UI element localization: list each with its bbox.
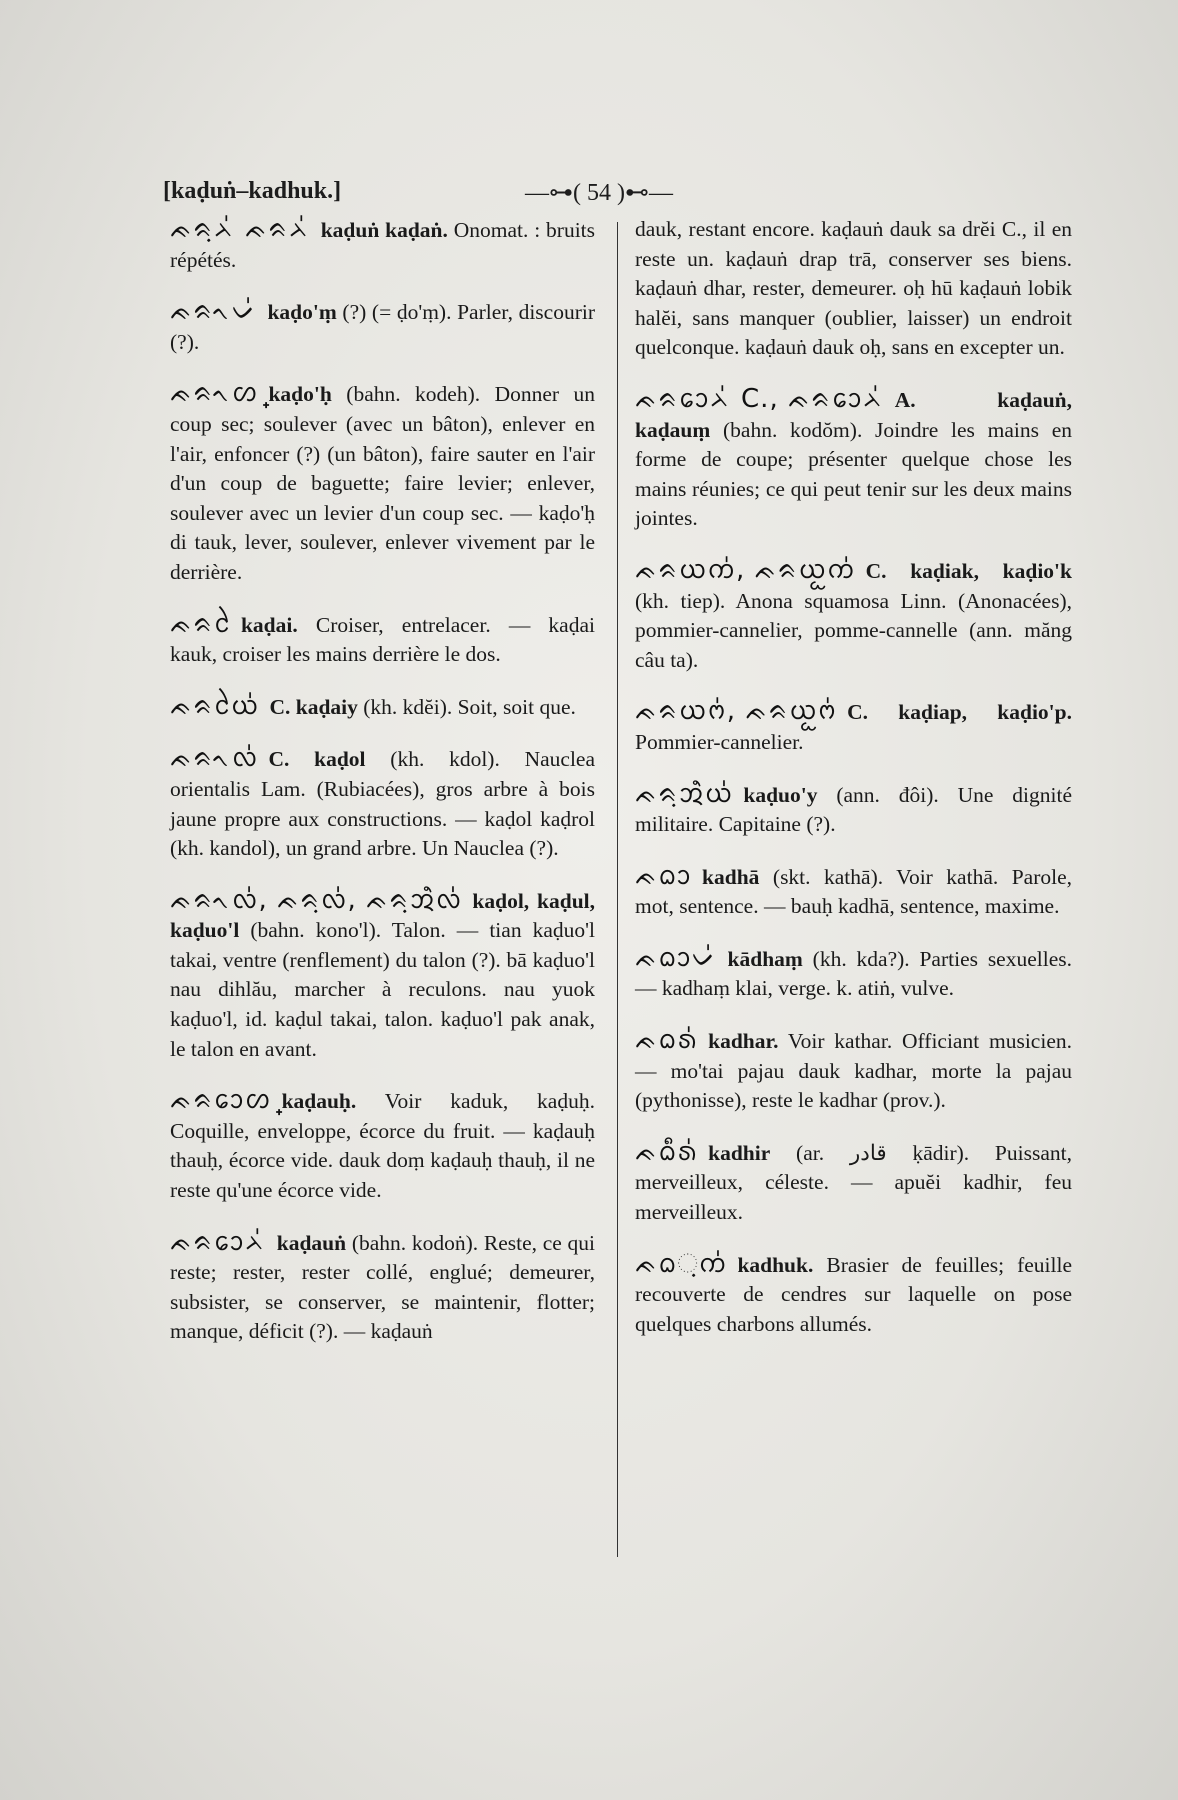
- dictionary-entry: [635, 556, 1072, 675]
- dictionary-entry: [170, 610, 595, 670]
- cham-script-word: ᨃᨵᨘᨠ᩵: [635, 1248, 728, 1279]
- cham-script-word: ᨃᨵᩣ: [635, 860, 693, 891]
- cham-script-word: ᨃᨵᩥᩁ᩵: [635, 1136, 699, 1167]
- headword: kadhuk.: [737, 1252, 814, 1277]
- definition: (bahn. kodeh). Donner un coup sec; soulever (avec un bâton), enlever en l'air, enfoncer (?) (un bâton), faire sauter en l'air d'un coup de baguette; faire levier; enlever, soulever avec un levier d'un coup sec. — kaḍo'ḥ di tauk, lever, soulever, enlever vivement par le derrière.: [170, 382, 596, 584]
- cham-script-word: ᨃᨑᩱ: [170, 608, 231, 639]
- dictionary-entry: [635, 944, 1072, 1004]
- headword: kaḍauḥ.: [281, 1089, 357, 1114]
- dictionary-entry: [635, 780, 1072, 840]
- dictionary-entry: [170, 297, 595, 357]
- dictionary-entry: [635, 1250, 1072, 1340]
- entry-continuation: dauk, restant encore. kaḍauṅ dauk sa drĕi C., il en reste un. kaḍauṅ drap trā, conserver ses biens. kaḍauṅ dhar, rester, demeurer. oḥ hū kaḍauṅ lobik halĕi, sans manquer (oublier, laisser) un endroit quelconque. kaḍauṅ dauk oḥ, sans en excepter un.: [635, 217, 1072, 360]
- dictionary-entry: [170, 1228, 595, 1347]
- headword: kadhar.: [708, 1029, 779, 1054]
- cham-script-word: ᨃᨑᨘᩋᩫᨿ᩵: [635, 778, 734, 809]
- dictionary-entry: [635, 1026, 1072, 1116]
- headword: C. kaḍiap, kaḍio'p.: [847, 700, 1072, 725]
- dictionary-entry: [635, 862, 1072, 922]
- headword: kaḍo'ḥ: [268, 382, 332, 407]
- definition: (kh. kda?). Parties sexuelles. — kadhaṃ klai, verge. k. atiṅ, vulve.: [635, 946, 1072, 1001]
- definition: Voir kathar. Officiant musicien. — mo'tai pajau dauk kadhar, morte la pajau (pythonisse), reste le kadhar (prov.).: [635, 1029, 1072, 1113]
- definition: (kh. kdĕi). Soit, soit que.: [363, 694, 576, 719]
- headword: C. kaḍiak, kaḍio'k: [865, 558, 1072, 583]
- running-head: [kaḍuṅ–kadhuk.]: [163, 178, 342, 204]
- dictionary-entry: [170, 744, 595, 863]
- dictionary-entry: [170, 886, 595, 1065]
- cham-script-word: ᨃᨑᩮᩣᨂ᩵: [170, 1226, 267, 1257]
- dictionary-entry: [170, 379, 595, 587]
- headword: kaḍuṅ kaḍaṅ.: [320, 218, 448, 242]
- headword: kaḍuo'y: [743, 782, 818, 807]
- dictionary-entry: [170, 215, 595, 275]
- dictionary-entry: [635, 385, 1072, 534]
- cham-script-word: ᨃᨑᨚᩃ᩵: [170, 743, 259, 774]
- cham-script-word: ᨃᨑᨚᩃ᩵, ᨃᨑᨘᩃ᩵, ᨃᨑᨘᩋᩫᩃ᩵: [170, 884, 463, 915]
- headword: C. kaḍaiy: [269, 694, 358, 719]
- dictionary-entry: [170, 1086, 595, 1205]
- left-column: [170, 215, 595, 1369]
- headword: kaḍai.: [240, 612, 298, 637]
- headword: kaḍol, kaḍul, kaḍuo'l: [170, 888, 595, 943]
- definition: Onomat. : bruits répétés.: [170, 218, 596, 272]
- cham-script-word: ᨃᨵᩣᨆ᩵: [635, 942, 718, 973]
- cham-script-word: ᨃᨑᨘᨂ᩵ ᨃᨑᨂ᩵: [170, 214, 311, 244]
- dictionary-entry: [635, 1138, 1072, 1228]
- definition: (bahn. kodŏm). Joindre les mains en forme de coupe; présenter quelque chose les mains réunies; ce qui peut tenir sur les deux mains jointes.: [635, 417, 1072, 531]
- definition: Croiser, entrelacer. — kaḍai kauk, croiser les mains derrière le dos.: [170, 612, 595, 667]
- definition: (?) (= ḍo'ṃ). Parler, discourir (?).: [170, 300, 596, 354]
- definition: Pommier-cannelier.: [635, 729, 804, 754]
- dictionary-entry: [635, 697, 1072, 757]
- headword: C. kaḍol: [268, 747, 366, 772]
- headword: kaḍauṅ: [276, 1230, 347, 1255]
- definition: (ar. قادر ḳādir). Puissant, merveilleux, céleste. — apuĕi kadhir, feu merveilleux.: [635, 1140, 1072, 1225]
- definition: (skt. kathā). Voir kathā. Parole, mot, sentence. — bauḥ kadhā, sentence, maxime.: [635, 864, 1073, 919]
- definition: (bahn. kono'l). Talon. — tian kaḍuo'l takai, ventre (renflement) du talon (?). bā kaḍuo'l nau dihlău, marcher à reculons. nau yuok kaḍuo'l, id. kaḍul takai, talon. kaḍuo'l pak anak, le talon en avant.: [170, 918, 595, 1061]
- cham-script-word: ᨃᨑᨚᨆ᩵: [170, 296, 258, 327]
- definition: Voir kaduk, kaḍuḥ. Coquille, enveloppe, écorce du fruit. — kaḍauḥ thauḥ, écorce vide. dauk doṃ kaḍauḥ thauḥ, il ne reste qu'une écorce vide.: [170, 1089, 595, 1203]
- headword: A. kaḍauṅ, kaḍauṃ: [635, 387, 1072, 442]
- right-column: [635, 215, 1072, 1361]
- cham-script-word: ᨃᨑᩮᩣᩉ᩠: [170, 1085, 272, 1116]
- cham-script-word: ᨃᨑᩱᨿ᩵: [170, 690, 260, 721]
- definition: (kh. tiep). Anona squamosa Linn. (Anonacées), pommier-cannelier, pomme-cannelle (ann. măng câu ta).: [635, 588, 1072, 672]
- headword: kadhā: [702, 864, 760, 889]
- headword: kadhir: [708, 1140, 771, 1165]
- cham-script-word: ᨃᨑᨿᨻ᩵, ᨃᨑᨿᩬᨻ᩵: [635, 696, 838, 727]
- column-divider: [617, 222, 618, 1557]
- page-number: —⊶( 54 )⊷—: [525, 180, 673, 206]
- cham-script-word: ᨃᨵᩁ᩵: [635, 1025, 699, 1056]
- cham-script-word: ᨃᨑᨿᨠ᩵, ᨃᨑᨿᩬᨠ᩵: [635, 554, 856, 585]
- definition: (ann. đôi). Une dignité militaire. Capitaine (?).: [635, 782, 1073, 837]
- headword: kaḍo'ṃ: [267, 300, 337, 325]
- definition: (kh. kdol). Nauclea orientalis Lam. (Rubiacées), gros arbre à bois jaune propre aux constructions. — kaḍol kaḍrol (kh. kandol), un grand arbre. Un Nauclea (?).: [170, 747, 596, 861]
- cham-script-word: ᨃᨑᩮᩣᨂ᩵ C., ᨃᨑᩮᩣᨂ᩵: [635, 383, 885, 414]
- headword: kādhaṃ: [727, 946, 803, 971]
- definition: Brasier de feuilles; feuille recouverte de cendres sur laquelle on pose quelques charbons allumés.: [635, 1252, 1072, 1336]
- definition: (bahn. kodoṅ). Reste, ce qui reste; rester, rester collé, englué; demeurer, subsister, se conserver, se maintenir, flotter; manque, déficit (?). — kaḍauṅ: [170, 1230, 596, 1344]
- cham-script-word: ᨃᨑᨚᩉ᩠: [170, 378, 259, 409]
- page-header: [163, 178, 1023, 218]
- dictionary-entry: [170, 692, 595, 723]
